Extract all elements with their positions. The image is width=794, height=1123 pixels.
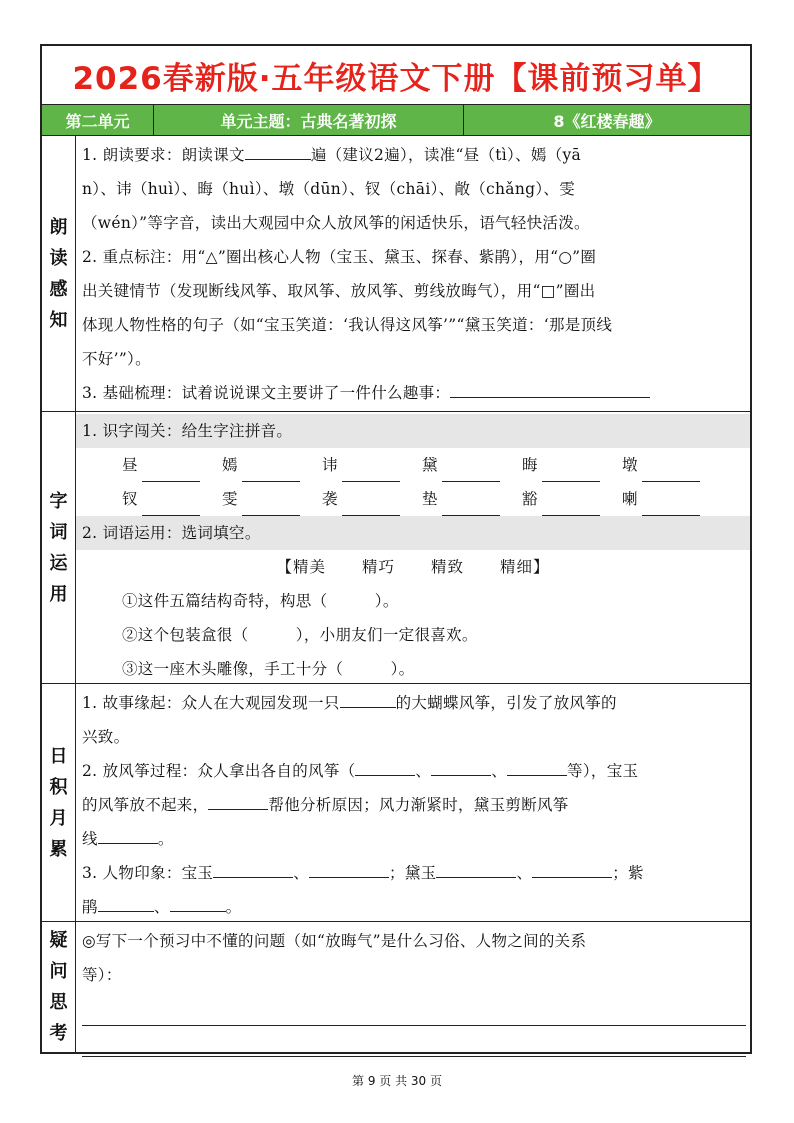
- section-accumulation: 日 积 月 累 1. 故事缘起：众人在大观园发现一只 的大蝴蝶风筝，引发了放风筝的 兴致。 2. 放风筝过程：众人拿出各自的风筝（ 、 、 等），宝玉 的风筝放不起来， 帮他分析原因；风力渐紧时，黛玉剪断风筝 线 。 3. 人物印象：宝玉 、 ；黛玉 、 ；紫 鹃 、 。: [42, 684, 750, 922]
- word-options: 【精美 精巧 精致 精细】: [276, 558, 550, 576]
- pinyin-row: 昼 嫣 讳 黛 晦 墩: [82, 448, 744, 482]
- pinyin-row: 钗 雯 袭 垫 豁 喇: [82, 482, 744, 516]
- section-label: 字 词 运 用: [42, 412, 76, 683]
- section-reading: 朗 读 感 知 1. 朗读要求：朗读课文 遍（建议2遍），读准“昼（tì）、嫣（yā n）、讳（huì）、晦（huì）、墩（dūn）、钗（chāi）、敞（chǎng）、雯 （wén）”等字音，读出大观园中众人放风筝的闲适快乐，语气轻快活泼。 2. 重点标注：用“△”圈出核心人物（宝玉、黛玉、探春、紫鹃），用“○”圈 出关键情节（发现断线风筝、取风筝、放风筝、剪线放晦气），用“□”圈出 体现人物性格的句子（如“宝玉笑道：‘我认得这风筝’”“黛玉笑道：‘那是顶线 不好’”）。 3. 基础梳理：试着说说课文主要讲了一件什么趣事：: [42, 136, 750, 412]
- lesson-title: 8《红楼春趣》: [553, 111, 661, 131]
- answer-line[interactable]: [82, 992, 746, 1026]
- answer-line[interactable]: [82, 1026, 746, 1057]
- unit-band: [42, 104, 750, 136]
- subheading: 1. 识字闯关：给生字注拼音。: [76, 414, 750, 448]
- section-vocabulary: 字 词 运 用 1. 识字闯关：给生字注拼音。 昼 嫣 讳 黛 晦 墩 钗 雯 袭 垫 豁 喇 2. 词语运用：选词填空。 【精美 精巧 精致 精细】 ①这件五篇结构奇特，构思（ ）。 ②这个包装盒很（ ），小朋友们一定很喜欢。 ③这一座木头雕像，手工十分（ ）。: [42, 412, 750, 684]
- subheading: 2. 词语运用：选词填空。: [76, 516, 750, 550]
- section-questions: 疑 问 思 考 ◎写下一个预习中不懂的问题（如“放晦气”是什么习俗、人物之间的关系 等）：: [42, 922, 750, 1052]
- worksheet: [40, 44, 752, 1054]
- answer-blank[interactable]: [245, 139, 311, 160]
- section-label: 日 积 月 累: [42, 684, 76, 921]
- unit-theme: 单元主题：古典名著初探: [154, 105, 464, 135]
- page-footer: 第 9 页 共 30 页: [352, 1074, 442, 1088]
- page-title: 2026春新版·五年级语文下册【课前预习单】: [72, 60, 720, 97]
- answer-blank[interactable]: [450, 377, 650, 398]
- section-label: 疑 问 思 考: [42, 922, 76, 1052]
- unit-label: 第二单元: [42, 105, 154, 135]
- section-label: 朗 读 感 知: [42, 136, 76, 411]
